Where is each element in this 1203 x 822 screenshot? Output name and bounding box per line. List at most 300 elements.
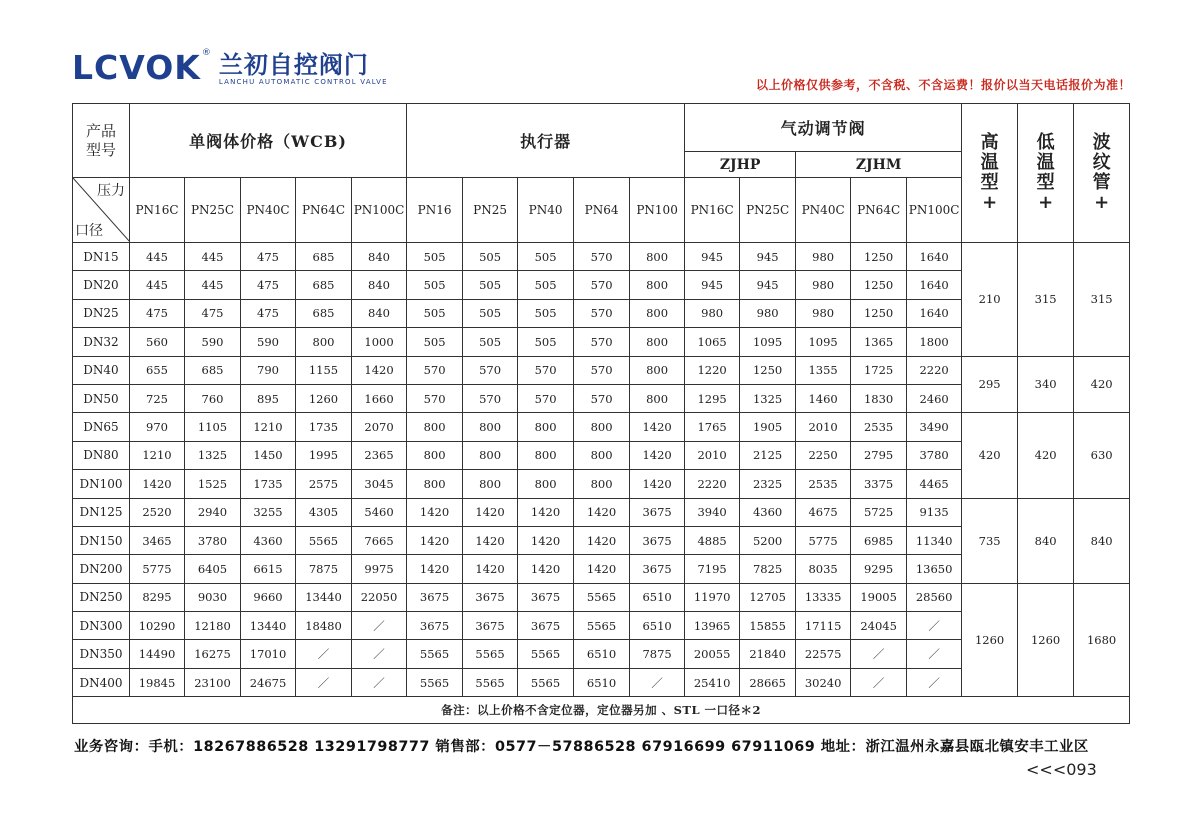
price-cell: 800 bbox=[518, 470, 574, 498]
price-cell: 5775 bbox=[130, 555, 185, 583]
price-cell: 800 bbox=[463, 470, 518, 498]
bellows-price-cell: 840 bbox=[1074, 498, 1130, 583]
price-cell: 11970 bbox=[685, 583, 740, 611]
bellows-price-cell: 420 bbox=[1074, 356, 1130, 413]
product-model-header: 产品 型号 bbox=[73, 104, 130, 178]
price-cell: 945 bbox=[740, 243, 796, 271]
price-cell: 1420 bbox=[463, 555, 518, 583]
price-cell: 1000 bbox=[352, 328, 407, 356]
price-cell: 505 bbox=[407, 299, 463, 327]
price-cell: ／ bbox=[296, 668, 352, 696]
price-cell: 505 bbox=[407, 243, 463, 271]
price-cell: 840 bbox=[352, 299, 407, 327]
price-cell: 895 bbox=[241, 384, 296, 412]
price-cell: 570 bbox=[574, 356, 630, 384]
table-row bbox=[73, 243, 1130, 271]
nominal-diameter-cell: DN40 bbox=[73, 356, 130, 384]
price-cell: 13650 bbox=[907, 555, 962, 583]
bellows-price-cell: 315 bbox=[1074, 243, 1130, 357]
price-cell: 1830 bbox=[851, 384, 907, 412]
price-cell: 3675 bbox=[407, 612, 463, 640]
price-cell: 475 bbox=[185, 299, 241, 327]
price-cell: 980 bbox=[796, 243, 851, 271]
price-cell: ／ bbox=[352, 640, 407, 668]
pressure-column-header: PN25C bbox=[185, 178, 241, 243]
price-cell: 1640 bbox=[907, 243, 962, 271]
pressure-column-header: PN40 bbox=[518, 178, 574, 243]
price-cell: 4360 bbox=[740, 498, 796, 526]
actuator-header: 执行器 bbox=[407, 104, 685, 178]
pressure-column-header: PN16C bbox=[130, 178, 185, 243]
price-cell: 1355 bbox=[796, 356, 851, 384]
price-cell: 3375 bbox=[851, 470, 907, 498]
price-cell: 4305 bbox=[296, 498, 352, 526]
price-cell: 5565 bbox=[574, 583, 630, 611]
price-cell: 5565 bbox=[574, 612, 630, 640]
price-cell: 22050 bbox=[352, 583, 407, 611]
price-cell: 445 bbox=[130, 243, 185, 271]
price-cell: 840 bbox=[352, 243, 407, 271]
price-cell: 1735 bbox=[296, 413, 352, 441]
price-cell: 5775 bbox=[796, 526, 851, 554]
price-cell: 12180 bbox=[185, 612, 241, 640]
nominal-diameter-cell: DN15 bbox=[73, 243, 130, 271]
price-cell: 1420 bbox=[574, 526, 630, 554]
price-cell: ／ bbox=[630, 668, 685, 696]
price-cell: 5565 bbox=[407, 668, 463, 696]
bellows-price-cell: 630 bbox=[1074, 413, 1130, 498]
zjhp-header: ZJHP bbox=[685, 152, 796, 178]
price-cell: 2010 bbox=[796, 413, 851, 441]
price-cell: 800 bbox=[630, 299, 685, 327]
pressure-column-header: PN64C bbox=[851, 178, 907, 243]
price-cell: 3675 bbox=[630, 526, 685, 554]
price-cell: 3675 bbox=[630, 498, 685, 526]
price-cell: 28560 bbox=[907, 583, 962, 611]
price-cell: 9975 bbox=[352, 555, 407, 583]
price-cell: 685 bbox=[296, 271, 352, 299]
price-cell: 945 bbox=[685, 271, 740, 299]
price-cell: 1095 bbox=[740, 328, 796, 356]
price-cell: 1210 bbox=[241, 413, 296, 441]
price-cell: 20055 bbox=[685, 640, 740, 668]
price-cell: 570 bbox=[518, 356, 574, 384]
price-cell: 6510 bbox=[630, 583, 685, 611]
price-cell: 5200 bbox=[740, 526, 796, 554]
price-cell: 5565 bbox=[518, 640, 574, 668]
nominal-diameter-cell: DN25 bbox=[73, 299, 130, 327]
price-cell: 6510 bbox=[574, 668, 630, 696]
brand-name-block bbox=[219, 50, 388, 86]
price-cell: 800 bbox=[574, 441, 630, 469]
low-temp-header: 低 温 型 + bbox=[1018, 104, 1074, 243]
price-cell: 1905 bbox=[740, 413, 796, 441]
price-cell: 800 bbox=[630, 243, 685, 271]
pressure-column-header: PN16 bbox=[407, 178, 463, 243]
pressure-label: 压力 bbox=[97, 183, 125, 199]
price-cell: 4465 bbox=[907, 470, 962, 498]
valve-body-price-header: 单阀体价格（WCB) bbox=[130, 104, 407, 178]
price-cell: 840 bbox=[352, 271, 407, 299]
low-temp-price-cell: 420 bbox=[1018, 413, 1074, 498]
price-cell: ／ bbox=[907, 668, 962, 696]
price-cell: 570 bbox=[574, 384, 630, 412]
price-cell: 2325 bbox=[740, 470, 796, 498]
price-cell: 505 bbox=[518, 271, 574, 299]
price-cell: 1420 bbox=[130, 470, 185, 498]
price-cell: 2220 bbox=[907, 356, 962, 384]
price-cell: 8295 bbox=[130, 583, 185, 611]
price-cell: 1420 bbox=[518, 555, 574, 583]
price-cell: 1420 bbox=[518, 498, 574, 526]
price-cell: 5565 bbox=[407, 640, 463, 668]
price-cell: 685 bbox=[185, 356, 241, 384]
price-cell: 685 bbox=[296, 243, 352, 271]
low-temp-price-cell: 315 bbox=[1018, 243, 1074, 357]
pressure-column-header: PN64 bbox=[574, 178, 630, 243]
price-cell: 4885 bbox=[685, 526, 740, 554]
price-cell: 505 bbox=[407, 328, 463, 356]
price-cell: ／ bbox=[907, 612, 962, 640]
nominal-diameter-cell: DN80 bbox=[73, 441, 130, 469]
price-cell: 1725 bbox=[851, 356, 907, 384]
note-row bbox=[73, 697, 1130, 724]
nominal-diameter-cell: DN20 bbox=[73, 271, 130, 299]
price-cell: 1420 bbox=[630, 413, 685, 441]
price-cell: 5725 bbox=[851, 498, 907, 526]
pressure-column-header: PN25C bbox=[740, 178, 796, 243]
low-temp-price-cell: 340 bbox=[1018, 356, 1074, 413]
price-cell: 3675 bbox=[518, 612, 574, 640]
price-cell: 1210 bbox=[130, 441, 185, 469]
price-cell: ／ bbox=[907, 640, 962, 668]
price-cell: 3675 bbox=[463, 583, 518, 611]
price-cell: 475 bbox=[130, 299, 185, 327]
price-cell: ／ bbox=[352, 668, 407, 696]
price-cell: 1260 bbox=[296, 384, 352, 412]
price-cell: 1250 bbox=[740, 356, 796, 384]
price-cell: 24045 bbox=[851, 612, 907, 640]
price-cell: ／ bbox=[352, 612, 407, 640]
price-cell: 6615 bbox=[241, 555, 296, 583]
price-cell: 505 bbox=[518, 243, 574, 271]
price-cell: 5565 bbox=[463, 668, 518, 696]
price-notice: 以上价格仅供参考，不含税、不含运费！报价以当天电话报价为准！ bbox=[755, 78, 1131, 92]
price-cell: 800 bbox=[518, 441, 574, 469]
price-cell: 505 bbox=[463, 243, 518, 271]
price-cell: 1420 bbox=[463, 526, 518, 554]
price-cell: 1065 bbox=[685, 328, 740, 356]
price-cell: 1105 bbox=[185, 413, 241, 441]
zjhm-header: ZJHM bbox=[796, 152, 962, 178]
price-cell: 800 bbox=[630, 384, 685, 412]
low-temp-price-cell: 1260 bbox=[1018, 583, 1074, 697]
price-cell: 505 bbox=[463, 271, 518, 299]
price-cell: 800 bbox=[630, 271, 685, 299]
pressure-column-header: PN100C bbox=[907, 178, 962, 243]
nominal-diameter-cell: DN125 bbox=[73, 498, 130, 526]
price-cell: 980 bbox=[796, 299, 851, 327]
price-cell: 2520 bbox=[130, 498, 185, 526]
price-cell: 685 bbox=[296, 299, 352, 327]
price-cell: 5460 bbox=[352, 498, 407, 526]
price-cell: 1460 bbox=[796, 384, 851, 412]
price-cell: 3675 bbox=[407, 583, 463, 611]
price-table-wrapper bbox=[72, 103, 1129, 728]
price-cell: 570 bbox=[574, 299, 630, 327]
price-cell: 1250 bbox=[851, 271, 907, 299]
nominal-diameter-cell: DN250 bbox=[73, 583, 130, 611]
price-cell: 6985 bbox=[851, 526, 907, 554]
price-cell: 10290 bbox=[130, 612, 185, 640]
price-cell: 505 bbox=[518, 299, 574, 327]
price-cell: 475 bbox=[241, 271, 296, 299]
nominal-diameter-cell: DN350 bbox=[73, 640, 130, 668]
price-cell: 24675 bbox=[241, 668, 296, 696]
price-cell: 800 bbox=[574, 470, 630, 498]
price-cell: 445 bbox=[185, 271, 241, 299]
pressure-column-header: PN40C bbox=[796, 178, 851, 243]
table-row bbox=[73, 583, 1130, 611]
price-cell: 1295 bbox=[685, 384, 740, 412]
price-cell: 4675 bbox=[796, 498, 851, 526]
price-table bbox=[72, 103, 1130, 724]
table-row bbox=[73, 498, 1130, 526]
price-cell: 14490 bbox=[130, 640, 185, 668]
price-cell: 3780 bbox=[907, 441, 962, 469]
price-cell: 800 bbox=[407, 470, 463, 498]
price-cell: 1420 bbox=[407, 526, 463, 554]
price-cell: 13440 bbox=[241, 612, 296, 640]
price-cell: 3780 bbox=[185, 526, 241, 554]
pressure-column-header: PN100 bbox=[630, 178, 685, 243]
price-cell: 2575 bbox=[296, 470, 352, 498]
price-cell: 2460 bbox=[907, 384, 962, 412]
price-cell: 1365 bbox=[851, 328, 907, 356]
pressure-diameter-corner bbox=[73, 178, 130, 243]
price-cell: 22575 bbox=[796, 640, 851, 668]
price-cell: 800 bbox=[407, 413, 463, 441]
price-cell: 9295 bbox=[851, 555, 907, 583]
low-temp-price-cell: 840 bbox=[1018, 498, 1074, 583]
price-cell: 3465 bbox=[130, 526, 185, 554]
price-cell: 3490 bbox=[907, 413, 962, 441]
price-cell: 570 bbox=[518, 384, 574, 412]
price-cell: 1420 bbox=[630, 470, 685, 498]
registered-mark: ® bbox=[201, 48, 211, 58]
price-cell: 7875 bbox=[296, 555, 352, 583]
price-cell: 3675 bbox=[463, 612, 518, 640]
brand-logo bbox=[72, 50, 388, 98]
price-cell: 19845 bbox=[130, 668, 185, 696]
price-cell: 1155 bbox=[296, 356, 352, 384]
brand-name-en: LANCHU AUTOMATIC CONTROL VALVE bbox=[218, 78, 388, 86]
price-cell: 1420 bbox=[407, 498, 463, 526]
price-cell: 1325 bbox=[740, 384, 796, 412]
price-cell: 1420 bbox=[574, 555, 630, 583]
price-cell: 505 bbox=[463, 328, 518, 356]
price-cell: 5565 bbox=[518, 668, 574, 696]
price-cell: 1640 bbox=[907, 271, 962, 299]
price-cell: ／ bbox=[851, 668, 907, 696]
price-cell: 7875 bbox=[630, 640, 685, 668]
price-cell: 1995 bbox=[296, 441, 352, 469]
pressure-column-header: PN64C bbox=[296, 178, 352, 243]
price-cell: 970 bbox=[130, 413, 185, 441]
price-cell: 3940 bbox=[685, 498, 740, 526]
price-cell: 760 bbox=[185, 384, 241, 412]
price-cell: ／ bbox=[296, 640, 352, 668]
bellows-header: 波 纹 管 + bbox=[1074, 104, 1130, 243]
price-cell: 18480 bbox=[296, 612, 352, 640]
price-cell: 590 bbox=[241, 328, 296, 356]
price-cell: 570 bbox=[574, 243, 630, 271]
price-cell: 13965 bbox=[685, 612, 740, 640]
price-cell: 1640 bbox=[907, 299, 962, 327]
price-cell: 2070 bbox=[352, 413, 407, 441]
price-cell: 2535 bbox=[851, 413, 907, 441]
price-cell: 800 bbox=[630, 328, 685, 356]
price-cell: 6510 bbox=[574, 640, 630, 668]
price-cell: 505 bbox=[463, 299, 518, 327]
price-cell: 505 bbox=[518, 328, 574, 356]
nominal-diameter-cell: DN300 bbox=[73, 612, 130, 640]
nominal-diameter-cell: DN65 bbox=[73, 413, 130, 441]
table-row bbox=[73, 413, 1130, 441]
price-cell: 1735 bbox=[241, 470, 296, 498]
price-cell: 445 bbox=[130, 271, 185, 299]
pressure-column-header: PN16C bbox=[685, 178, 740, 243]
price-cell: 570 bbox=[463, 356, 518, 384]
price-cell: 1250 bbox=[851, 299, 907, 327]
price-cell: 4360 bbox=[241, 526, 296, 554]
price-cell: 2010 bbox=[685, 441, 740, 469]
price-cell: 5565 bbox=[463, 640, 518, 668]
price-cell: 655 bbox=[130, 356, 185, 384]
price-cell: 19005 bbox=[851, 583, 907, 611]
price-cell: 570 bbox=[407, 384, 463, 412]
price-cell: 30240 bbox=[796, 668, 851, 696]
high-temp-price-cell: 1260 bbox=[962, 583, 1018, 697]
high-temp-header: 高 温 型 + bbox=[962, 104, 1018, 243]
pneumatic-valve-header: 气动调节阀 bbox=[685, 104, 962, 152]
price-cell: 17115 bbox=[796, 612, 851, 640]
price-cell: 17010 bbox=[241, 640, 296, 668]
high-temp-price-cell: 420 bbox=[962, 413, 1018, 498]
price-cell: 15855 bbox=[740, 612, 796, 640]
price-cell: 475 bbox=[241, 243, 296, 271]
price-cell: 1660 bbox=[352, 384, 407, 412]
price-cell: 1420 bbox=[407, 555, 463, 583]
price-cell: 8035 bbox=[796, 555, 851, 583]
price-cell: 3675 bbox=[518, 583, 574, 611]
price-cell: 945 bbox=[740, 271, 796, 299]
price-cell: 1325 bbox=[185, 441, 241, 469]
price-cell: 2365 bbox=[352, 441, 407, 469]
price-cell: 945 bbox=[685, 243, 740, 271]
price-cell: 570 bbox=[574, 328, 630, 356]
page-number: <<<093 bbox=[1026, 760, 1097, 779]
price-cell: 445 bbox=[185, 243, 241, 271]
contact-footer: 业务咨询：手机：18267886528 13291798777 销售部：0577－57886528 67916699 67911069 地址：浙江温州永嘉县瓯北镇安丰工业区 bbox=[74, 739, 1089, 755]
price-cell: 28665 bbox=[740, 668, 796, 696]
price-cell: 505 bbox=[407, 271, 463, 299]
nominal-diameter-cell: DN200 bbox=[73, 555, 130, 583]
price-cell: 1220 bbox=[685, 356, 740, 384]
diameter-label: 口径 bbox=[75, 223, 103, 239]
bellows-price-cell: 1680 bbox=[1074, 583, 1130, 697]
high-temp-price-cell: 295 bbox=[962, 356, 1018, 413]
price-cell: 790 bbox=[241, 356, 296, 384]
price-cell: 9030 bbox=[185, 583, 241, 611]
price-cell: 1095 bbox=[796, 328, 851, 356]
price-cell: 6405 bbox=[185, 555, 241, 583]
high-temp-price-cell: 735 bbox=[962, 498, 1018, 583]
price-cell: 16275 bbox=[185, 640, 241, 668]
price-cell: 800 bbox=[463, 413, 518, 441]
price-cell: 800 bbox=[574, 413, 630, 441]
price-cell: 800 bbox=[407, 441, 463, 469]
price-cell: 3045 bbox=[352, 470, 407, 498]
high-temp-price-cell: 210 bbox=[962, 243, 1018, 357]
price-cell: 725 bbox=[130, 384, 185, 412]
price-cell: 9660 bbox=[241, 583, 296, 611]
price-cell: 1450 bbox=[241, 441, 296, 469]
price-cell: 11340 bbox=[907, 526, 962, 554]
price-cell: 3255 bbox=[241, 498, 296, 526]
price-cell: 570 bbox=[463, 384, 518, 412]
nominal-diameter-cell: DN100 bbox=[73, 470, 130, 498]
nominal-diameter-cell: DN150 bbox=[73, 526, 130, 554]
nominal-diameter-cell: DN32 bbox=[73, 328, 130, 356]
price-cell: 6510 bbox=[630, 612, 685, 640]
price-cell: 570 bbox=[574, 271, 630, 299]
price-cell: 9135 bbox=[907, 498, 962, 526]
price-cell: 800 bbox=[296, 328, 352, 356]
price-cell: 7195 bbox=[685, 555, 740, 583]
price-cell: 560 bbox=[130, 328, 185, 356]
price-cell: 12705 bbox=[740, 583, 796, 611]
price-cell: 800 bbox=[463, 441, 518, 469]
price-cell: 2220 bbox=[685, 470, 740, 498]
price-cell: 1250 bbox=[851, 243, 907, 271]
price-cell: 2795 bbox=[851, 441, 907, 469]
price-cell: 13335 bbox=[796, 583, 851, 611]
price-cell: 2250 bbox=[796, 441, 851, 469]
table-note: 备注：以上价格不含定位器，定位器另加 、STL 一口径＊2 bbox=[73, 697, 1130, 724]
corner-cell bbox=[73, 178, 129, 242]
price-cell: 2535 bbox=[796, 470, 851, 498]
price-cell: ／ bbox=[851, 640, 907, 668]
header-row-groups bbox=[73, 104, 1130, 152]
price-cell: 1525 bbox=[185, 470, 241, 498]
price-cell: 13440 bbox=[296, 583, 352, 611]
price-cell: 5565 bbox=[296, 526, 352, 554]
nominal-diameter-cell: DN400 bbox=[73, 668, 130, 696]
price-cell: 1420 bbox=[574, 498, 630, 526]
price-cell: 1420 bbox=[352, 356, 407, 384]
price-cell: 570 bbox=[407, 356, 463, 384]
pressure-column-header: PN100C bbox=[352, 178, 407, 243]
price-cell: 1800 bbox=[907, 328, 962, 356]
price-cell: 800 bbox=[630, 356, 685, 384]
pressure-column-header: PN25 bbox=[463, 178, 518, 243]
price-cell: 590 bbox=[185, 328, 241, 356]
price-cell: 1420 bbox=[463, 498, 518, 526]
table-row bbox=[73, 356, 1130, 384]
price-cell: 3675 bbox=[630, 555, 685, 583]
price-cell: 21840 bbox=[740, 640, 796, 668]
